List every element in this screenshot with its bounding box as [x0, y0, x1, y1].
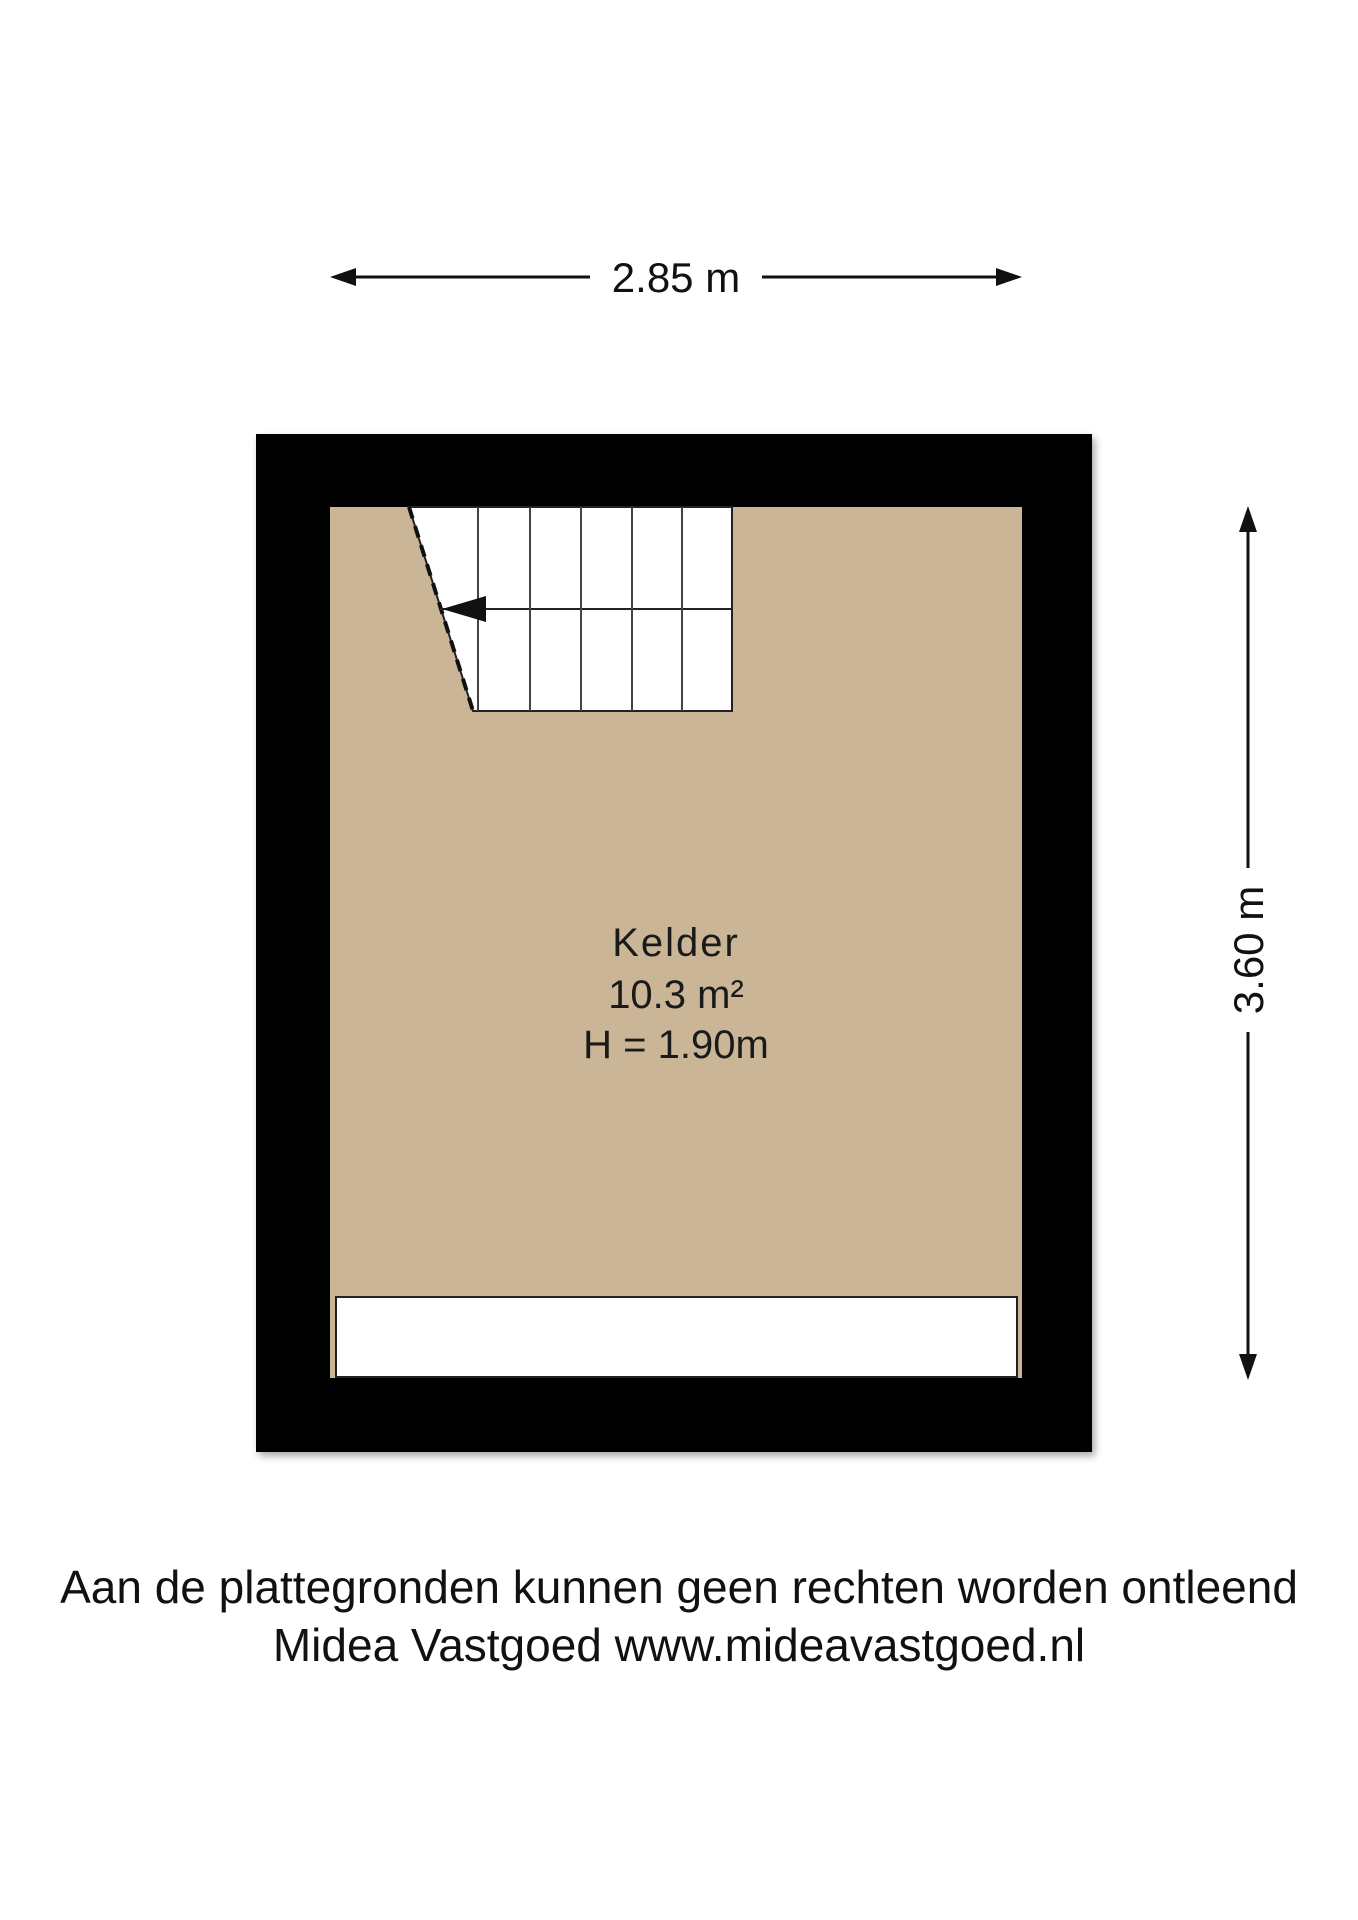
width-dimension: [330, 254, 1022, 301]
arrow-right-icon: [996, 268, 1022, 286]
height-dimension: [1225, 506, 1272, 1380]
width-label: 2.85 m: [611, 254, 741, 301]
footer-disclaimer: Aan de plattegronden kunnen geen rechten worden ontleend: [60, 1561, 1298, 1613]
footer-company: Midea Vastgoed www.mideavastgoed.nl: [272, 1619, 1086, 1671]
arrow-down-icon: [1239, 1354, 1257, 1380]
room-name: Kelder: [612, 921, 740, 965]
arrow-left-icon: [330, 268, 356, 286]
bottom-niche: [336, 1297, 1017, 1377]
room-height: H = 1.90m: [583, 1023, 769, 1067]
room-area: 10.3 m²: [608, 973, 744, 1017]
height-label: 3.60 m: [1225, 885, 1272, 1015]
arrow-up-icon: [1239, 506, 1257, 532]
